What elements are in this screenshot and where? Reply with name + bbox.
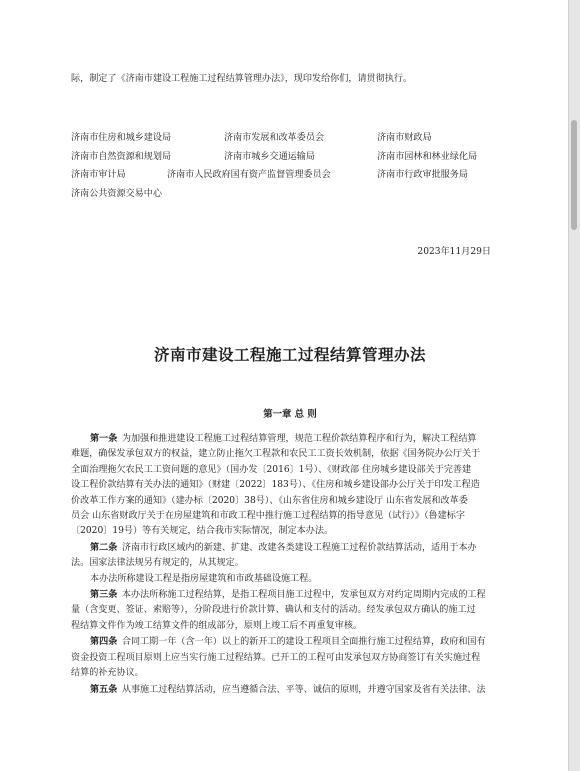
- article-line: 〔2020〕19号）等有关规定，结合我市实际情况，制定本办法。: [71, 526, 334, 537]
- article-line: 程结算文件作为竣工结算文件的组成部分，原则上竣工后不再重复审核。: [71, 620, 363, 631]
- article: [71, 587, 511, 634]
- article-line: 济南市行政区域内的新建、扩建、改建各类建设工程施工过程价款结算活动，适用于本办: [121, 542, 477, 553]
- issue-date: 2023年11月29日: [417, 247, 491, 257]
- department-name: 济南市园林和林业绿化局: [377, 152, 478, 162]
- article-label: 第三条: [90, 589, 118, 601]
- article-line: 本办法所称施工过程结算，是指工程项目施工过程中，发承包双方对约定周期内完成的工程: [121, 590, 486, 601]
- article-label: 第五条: [90, 683, 118, 695]
- department-name: 济南市财政局: [377, 133, 432, 143]
- article-label: 第一条: [90, 433, 118, 444]
- department-name: 济南市自然资源和规划局: [71, 152, 172, 162]
- scrollbar-thumb[interactable]: [571, 120, 577, 230]
- vertical-scrollbar[interactable]: [568, 0, 580, 771]
- article-line: 全面治理拖欠农民工工资问题的意见》（国办发〔2016〕1号）、《财政部 住房城乡建设部关于完善建: [71, 464, 472, 475]
- article-line: 为加强和推进建设工程施工过程结算管理，规范工程价款结算程序和行为，解决工程结算: [121, 434, 477, 444]
- article-line: 结算的补充协议。: [71, 668, 144, 679]
- article: [71, 540, 511, 572]
- chapter-heading: 第一章 总 则: [263, 409, 317, 420]
- department-name: 济南市审计局: [71, 170, 126, 180]
- article-line: 资金投资工程项目原则上应当实行施工过程结算。已开工的工程可由发承包双方协商签订有关实施过程: [71, 652, 481, 663]
- article-line: 设工程价款结算有关办法的通知》（财建〔2022〕183号）、《住房和城乡建设部办公厅关于印发工程造: [71, 480, 480, 491]
- document-title: 济南市建设工程施工过程结算管理办法: [153, 345, 426, 364]
- article: [71, 572, 511, 587]
- article-line: 从事施工过程结算活动，应当遵循合法、平等、诚信的原则，并遵守国家及省有关法律、法: [121, 684, 486, 695]
- department-name: 济南市城乡交通运输局: [224, 152, 315, 162]
- article-line: 量（含变更、签证、索赔等），分阶段进行价款计算、确认和支付的活动。经发承包双方确认的施工过: [71, 605, 476, 616]
- article-label: 第四条: [90, 636, 118, 648]
- article-line: 价改革工作方案的通知》（建办标〔2020〕38号）、《山东省住房和城乡建设厅 山东省发展和改革委: [71, 495, 468, 506]
- department-name: 济南市住房和城乡建设局: [71, 133, 172, 143]
- document-body: [71, 431, 511, 698]
- article-line: 本办法所称建设工程是指房屋建筑和市政基础设施工程。: [90, 573, 318, 584]
- article-label: 第二条: [90, 541, 118, 553]
- article: [71, 682, 511, 698]
- department-name: 济南市人民政府国有资产监督管理委员会: [167, 170, 331, 180]
- intro-text: 际，制定了《济南市建设工程施工过程结算管理办法》，现印发给你们，请贯彻执行。: [71, 74, 413, 84]
- article-line: 员会 山东省财政厅关于在房屋建筑和市政工程中推行施工过程结算的指导意见（试行）》（鲁建标字: [71, 511, 465, 522]
- department-name: 济南公共资源交易中心: [71, 189, 162, 199]
- article: [71, 431, 511, 540]
- article-line: 难题，确保发承包双方的权益，建立防止拖欠工程款和农民工工资长效机制，依据《国务院办公厅关于: [71, 449, 481, 460]
- department-name: 济南市发展和改革委员会: [224, 133, 325, 143]
- department-name: 济南市行政审批服务局: [377, 170, 468, 180]
- article-line: 法。国家法律法规另有规定的，从其规定。: [71, 558, 244, 569]
- article: [71, 634, 511, 681]
- article-line: 合同工期一年（含一年）以上的新开工的建设工程项目全面推行施工过程结算，政府和国有: [121, 637, 486, 648]
